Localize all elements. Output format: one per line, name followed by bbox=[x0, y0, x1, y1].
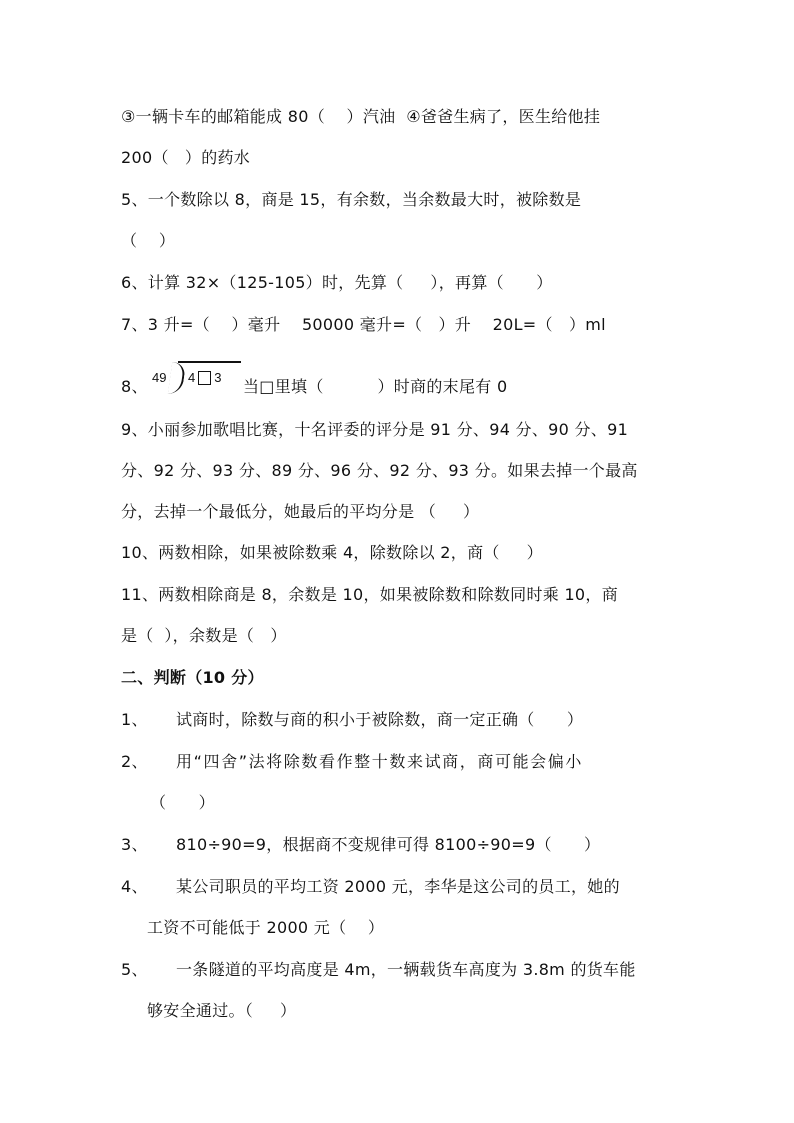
question-6: 6、计算 32×（125-105）时，先算（ ），再算（ ） bbox=[121, 273, 553, 292]
question-4-continued-line1: ③一辆卡车的邮箱能成 80（ ）汽油 ④爸爸生病了，医生给他挂 bbox=[121, 107, 601, 126]
judge-5-text: 一条隧道的平均高度是 4m，一辆载货车高度为 3.8m 的货车能 bbox=[176, 960, 636, 979]
question-4-continued-line2: 200（ ）的药水 bbox=[121, 148, 251, 167]
question-9-line3: 分，去掉一个最低分，她最后的平均分是 （ ） bbox=[121, 502, 480, 521]
blank-box-icon bbox=[198, 371, 211, 385]
judge-5-text-line2: 够安全通过。（ ） bbox=[147, 1001, 297, 1020]
question-9-line1: 9、小丽参加歌唱比赛，十名评委的评分是 91 分、94 分、90 分、91 bbox=[121, 420, 629, 439]
dividend bbox=[188, 370, 221, 385]
judge-3-number: 3、 bbox=[121, 835, 148, 854]
judge-3-text: 810÷90=9，根据商不变规律可得 8100÷90=9（ ） bbox=[176, 835, 601, 854]
question-10: 10、两数相除，如果被除数乘 4，除数除以 2，商（ ） bbox=[121, 543, 543, 562]
judge-4-text: 某公司职员的平均工资 2000 元，李华是这公司的员工，她的 bbox=[176, 877, 620, 896]
question-7: 7、3 升=（ ）毫升 50000 毫升=（ ）升 20L=（ ）ml bbox=[121, 315, 606, 334]
judge-2-text-line2: （ ） bbox=[150, 793, 215, 812]
judge-1-text: 试商时，除数与商的积小于被除数，商一定正确（ ） bbox=[176, 710, 584, 729]
judge-1-number: 1、 bbox=[121, 710, 148, 729]
judge-4-text-line2: 工资不可能低于 2000 元（ ） bbox=[147, 918, 385, 937]
dividend-left-digit: 4 bbox=[188, 370, 196, 385]
divisor: 49 bbox=[152, 370, 167, 385]
question-11-line1: 11、两数相除商是 8，余数是 10，如果被除数和除数同时乘 10，商 bbox=[121, 585, 619, 604]
judge-5-number: 5、 bbox=[121, 960, 148, 979]
judge-2-number: 2、 bbox=[121, 752, 148, 771]
question-11-line2: 是（ ），余数是（ ） bbox=[121, 626, 287, 645]
dividend-right-digit: 3 bbox=[214, 370, 222, 385]
section-heading-judgement: 二、判断（10 分） bbox=[121, 668, 264, 687]
question-5-line2: （ ） bbox=[121, 231, 176, 250]
judge-2-text: 用“四舍”法将除数看作整十数来试商，商可能会偏小 bbox=[176, 752, 583, 771]
question-8-suffix: 当□里填（ ）时商的末尾有 0 bbox=[243, 377, 508, 396]
division-bar bbox=[178, 361, 241, 363]
division-bracket bbox=[168, 362, 186, 394]
long-division-figure bbox=[148, 359, 242, 395]
question-5-line1: 5、一个数除以 8，商是 15，有余数，当余数最大时，被除数是 bbox=[121, 190, 582, 209]
question-8-prefix: 8、 bbox=[121, 377, 148, 396]
judge-4-number: 4、 bbox=[121, 877, 148, 896]
question-9-line2: 分、92 分、93 分、89 分、96 分、92 分、93 分。如果去掉一个最高 bbox=[121, 461, 638, 480]
